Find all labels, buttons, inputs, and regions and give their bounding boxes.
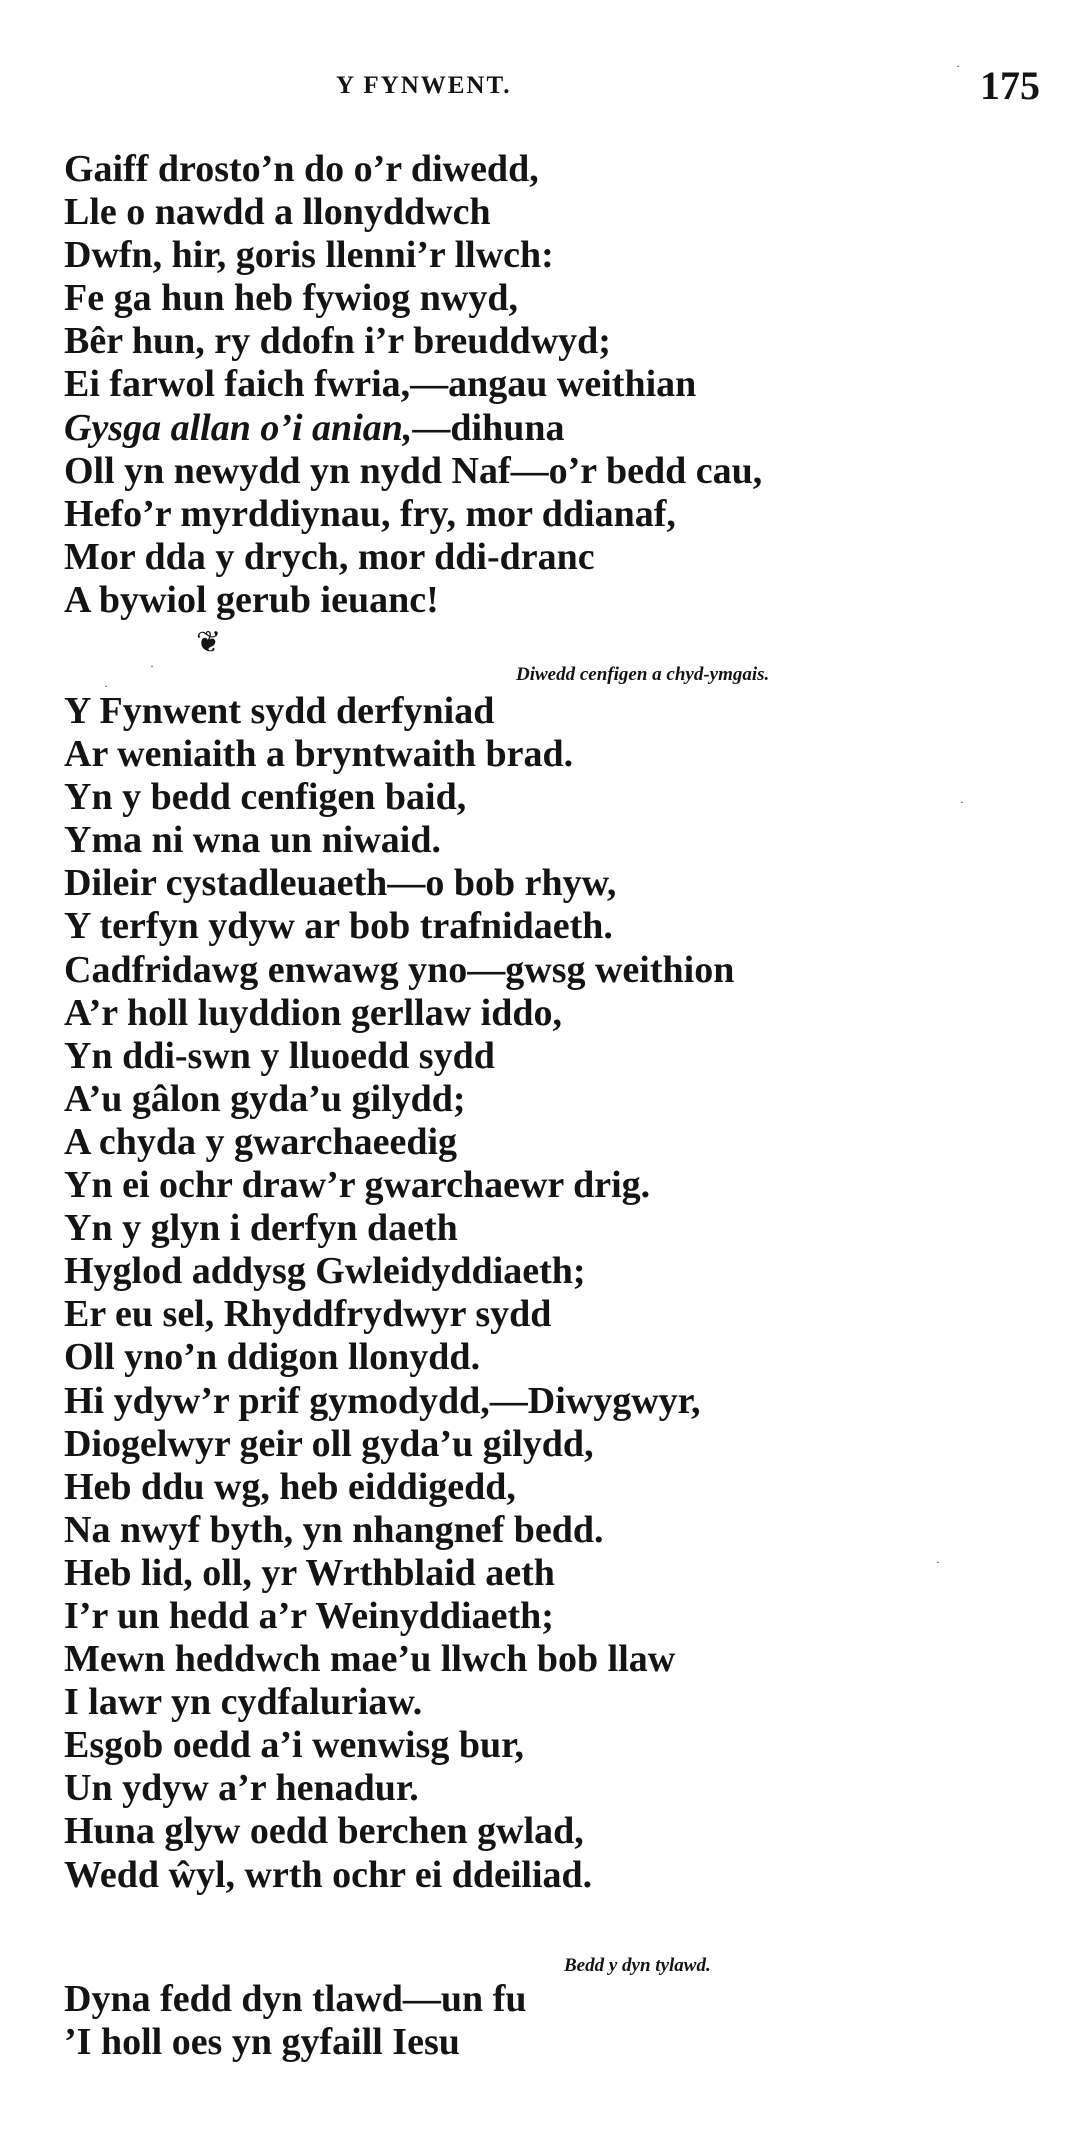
verse-line: A’u gâlon gyda’u gilydd; xyxy=(64,1077,466,1120)
verse-line: Dwfn, hir, goris llenni’r llwch: xyxy=(64,234,554,277)
verse-line: Hefo’r myrddiynau, fry, mor ddianaf, xyxy=(64,492,676,535)
verse-line: Fe ga hun heb fywiog nwyd, xyxy=(64,277,518,320)
side-note-2: Bedd y dyn tylawd. xyxy=(564,1955,711,1976)
verse-line: ’I holl oes yn gyfaill Iesu xyxy=(64,2021,460,2064)
ink-speck: · xyxy=(936,1555,940,1569)
running-head xyxy=(0,59,1081,112)
verse-line: Gaiff drosto’n do o’r diwedd, xyxy=(64,148,539,190)
verse-line: Yn y glyn i derfyn daeth xyxy=(64,1207,458,1250)
verse-line: Cadfridawg enwawg yno—gwsg weithion xyxy=(64,948,735,991)
ink-speck: · xyxy=(960,795,964,809)
verse-line: Heb ddu wg, heb eiddigedd, xyxy=(64,1465,516,1508)
stanza-2 xyxy=(64,690,734,1897)
verse-line: Ar weniaith a bryntwaith brad. xyxy=(64,733,574,776)
verse-line: Mor dda y drych, mor ddi-dranc xyxy=(64,535,595,578)
verse-line: Yn y bedd cenfigen baid, xyxy=(64,776,467,819)
verse-line: Y Fynwent sydd derfyniad xyxy=(64,690,495,732)
verse-line: Oll yno’n ddigon llonydd. xyxy=(64,1336,481,1379)
verse-line: A’r holl luyddion gerllaw iddo, xyxy=(64,991,562,1034)
verse-line: I’r un hedd a’r Weinyddiaeth; xyxy=(64,1594,554,1637)
verse-line-mixed xyxy=(64,407,762,450)
ink-speck: · xyxy=(956,59,960,73)
verse-line: Huna glyw oedd berchen gwlad, xyxy=(64,1810,584,1853)
roman-phrase: —dihuna xyxy=(412,406,565,449)
verse-line: Wedd ŵyl, wrth ochr ei ddeiliad. xyxy=(64,1853,593,1896)
verse-line: Na nwyf byth, yn nhangnef bedd. xyxy=(64,1508,604,1551)
verse-line: A chyda y gwarchaeedig xyxy=(64,1120,458,1163)
verse-line: Er eu sel, Rhyddfrydwyr sydd xyxy=(64,1293,552,1336)
verse-line: Yn ddi-swn y lluoedd sydd xyxy=(64,1034,495,1077)
verse-line: I lawr yn cydfaluriaw. xyxy=(64,1681,423,1724)
ink-speck: · xyxy=(104,679,108,693)
verse-line: Dileir cystadleuaeth—o bob rhyw, xyxy=(64,862,617,905)
verse-line: A bywiol gerub ieuanc! xyxy=(64,578,439,621)
verse-line: Hi ydyw’r prif gymodydd,—Diwygwyr, xyxy=(64,1379,701,1422)
verse-line: Ei farwol faich fwria,—angau weithian xyxy=(64,363,697,406)
verse-line: Mewn heddwch mae’u llwch bob llaw xyxy=(64,1638,676,1681)
ink-speck: · xyxy=(150,659,154,673)
page-number: 175 xyxy=(980,63,1040,108)
verse-line: Esgob oedd a’i wenwisg bur, xyxy=(64,1724,524,1767)
stanza-1 xyxy=(64,148,762,622)
verse-line: Bêr hun, ry ddofn i’r breuddwyd; xyxy=(64,320,611,363)
stanza-3 xyxy=(64,1978,526,2064)
fleuron-ornament: ❦ xyxy=(196,626,222,659)
verse-line: Y terfyn ydyw ar bob trafnidaeth. xyxy=(64,905,613,948)
italic-phrase: Gysga allan o’i anian, xyxy=(64,406,413,449)
verse-line: Dyna fedd dyn tlawd—un fu xyxy=(64,1978,527,2020)
verse-line: Hyglod addysg Gwleidyddiaeth; xyxy=(64,1250,586,1293)
side-note-1: Diwedd cenfigen a chyd-ymgais. xyxy=(516,664,770,685)
verse-line: Diogelwyr geir oll gyda’u gilydd, xyxy=(64,1422,594,1465)
verse-line: Un ydyw a’r henadur. xyxy=(64,1767,419,1810)
verse-line: Lle o nawdd a llonyddwch xyxy=(64,191,491,234)
running-title: Y FYNWENT. xyxy=(336,72,512,99)
verse-line: Heb lid, oll, yr Wrthblaid aeth xyxy=(64,1551,555,1594)
verse-line: Yn ei ochr draw’r gwarchaewr drig. xyxy=(64,1164,651,1207)
verse-line: Yma ni wna un niwaid. xyxy=(64,819,441,862)
verse-line: Oll yn newydd yn nydd Naf—o’r bedd cau, xyxy=(64,449,763,492)
